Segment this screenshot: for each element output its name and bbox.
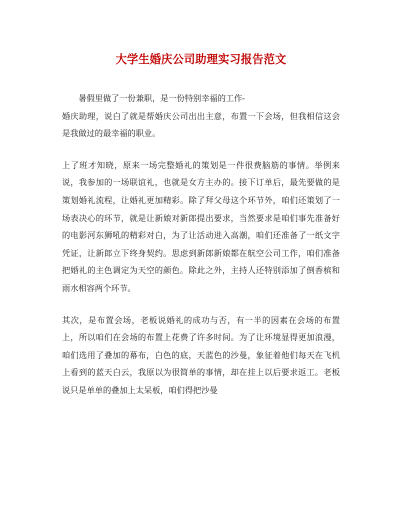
paragraph-gap [62, 298, 340, 312]
paragraph-intro-line-2: 婚庆助理，说白了就是帮婚庆公司出出主意，布置一下会场，但我相信这会是我做过的最幸福的职业。 [62, 110, 340, 139]
paragraph-intro-line-1: 暑假里做了一份兼职，是一份特别幸福的工作- [78, 93, 245, 103]
paragraph-gap [62, 143, 340, 157]
paragraph-venue-setup: 其次，是布置会场，老板说婚礼的成功与否，有一半的因素在会场的布置上，所以咱们在会场的布置上花费了许多时间。为了让环境显得更加浪漫，咱们选用了叠加的幕布，白色的底，天蓝色的沙曼，象征着他们每天在飞机上看到的蓝天白云，我原以为很简单的事情，却在挂上以后要求返工。老板说只是单单的叠加上太呆板，咱们得把沙曼 [62, 314, 340, 395]
paragraph-wedding-planning: 上了班才知晓，原来一场完整婚礼的策划是一件很费脑筋的事情。举例来说，我参加的一场联谊礼，也就是女方主办的。接下订单后，最先要做的是策划婚礼流程，让婚礼更加精彩。除了拜父母这个环节外，咱们还策划了一场表决心的环节，就是让新娘对新郎提出要求，当然要求是咱们事先准备好的电影河东狮吼的精彩对白，为了让活动进入高潮，咱们还准备了一纸文字凭证，让新郎立下终身契约。思虑到新郎新娘都在航空公司工作，咱们准备把婚礼的主色调定为天空的颜色。除此之外，主持人还特别添加了倒香槟和雨水相容两个环节。 [62, 159, 340, 293]
document-title: 大学生婚庆公司助理实习报告范文 [115, 52, 287, 66]
